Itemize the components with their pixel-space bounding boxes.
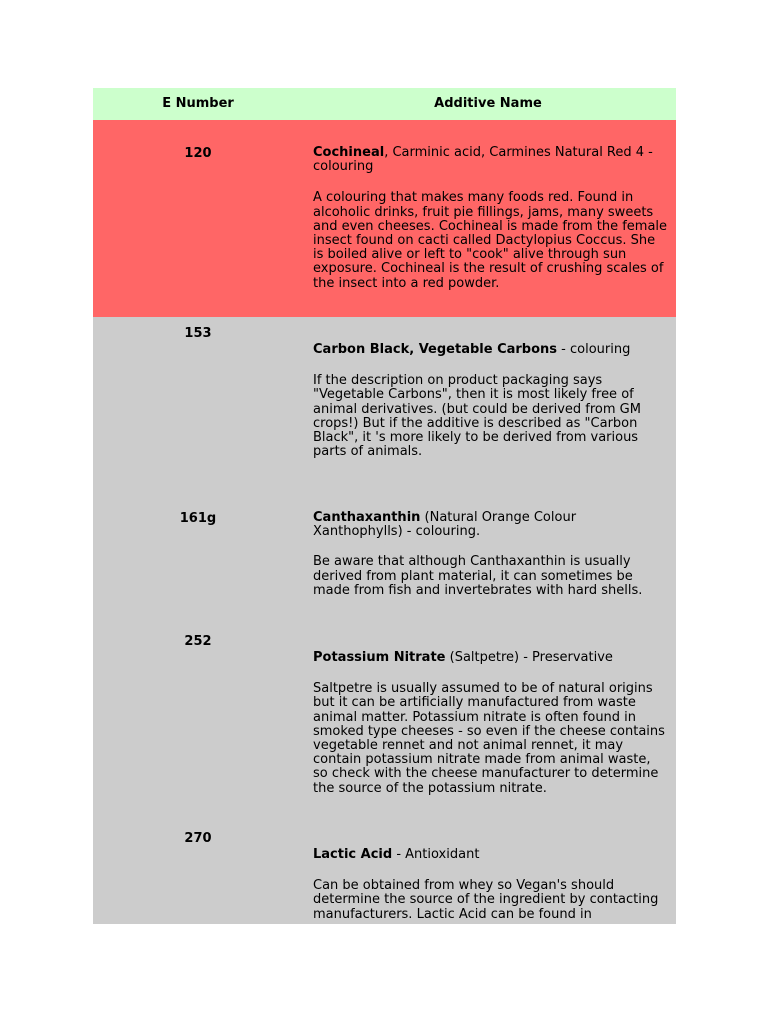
additive-description: If the description on product packaging says "Vegetable Carbons", then it is most likely free of animal derivatives. (but could be derived from GM crops!) But if the additive is described as "Carbon Black", it 's more likely to be derived from various parts of animals. xyxy=(313,373,641,460)
table-header xyxy=(93,88,676,120)
additive-name xyxy=(313,848,668,862)
additive-name-rest: (Saltpetre) - Preservative xyxy=(445,650,613,665)
additive-description: Can be obtained from whey so Vegan's should determine the source of the ingredient by contacting manufacturers. Lactic Acid can be found in xyxy=(313,878,659,922)
additive-description: A colouring that makes many foods red. Found in alcoholic drinks, fruit pie fillings, jams, many sweets and even cheeses. Cochineal is made from the female insect found on cacti called Dactylopius Coccus. She is boiled alive or left to "cook" alive through sun exposure. Cochineal is the result of crushing scales of the insect into a red powder. xyxy=(313,190,668,291)
additive-description: Be aware that although Canthaxanthin is usually derived from plant material, it can sometimes be made from fish and invertebrates with hard shells. xyxy=(313,554,643,598)
additive-name-rest: , Carminic acid, Carmines Natural Red 4 - colouring xyxy=(313,145,653,175)
table-row xyxy=(93,317,676,501)
additive-name-rest: (Natural Orange Colour Xanthophylls) - colouring. xyxy=(313,510,577,540)
additive-name-bold: Carbon Black, Vegetable Carbons xyxy=(313,342,558,357)
e-number: 120 xyxy=(184,146,212,161)
header-additive-name: Additive Name xyxy=(434,96,542,111)
additive-name-rest: - Antioxidant xyxy=(392,847,480,862)
e-number: 252 xyxy=(184,634,212,649)
header-e-number: E Number xyxy=(162,96,234,111)
additive-name xyxy=(313,651,668,665)
additive-name-rest: - colouring xyxy=(557,342,631,357)
additives-table xyxy=(93,88,676,924)
additive-cell xyxy=(313,343,668,459)
additive-name xyxy=(313,146,668,174)
additive-name xyxy=(313,343,668,357)
additive-name-bold: Lactic Acid xyxy=(313,847,393,862)
table-row xyxy=(93,821,676,924)
additive-cell xyxy=(313,511,668,598)
additive-name-bold: Potassium Nitrate xyxy=(313,650,446,665)
additive-cell xyxy=(313,848,668,922)
additive-cell xyxy=(313,651,668,796)
table-row xyxy=(93,120,676,317)
table-row xyxy=(93,625,676,821)
e-number: 270 xyxy=(184,831,212,846)
additive-cell xyxy=(313,146,668,291)
table-row xyxy=(93,501,676,625)
e-number: 161g xyxy=(179,511,217,526)
additive-name-bold: Cochineal xyxy=(313,145,385,160)
additive-name-bold: Canthaxanthin xyxy=(313,510,421,525)
additive-description: Saltpetre is usually assumed to be of natural origins but it can be artificially manufactured from waste animal matter. Potassium nitrate is often found in smoked type cheeses - so even if the cheese contains vegetable rennet and not animal rennet, it may contain potassium nitrate made from animal waste, so check with the cheese manufacturer to determine the source of the potassium nitrate. xyxy=(313,681,665,796)
e-number: 153 xyxy=(184,326,212,341)
additive-name xyxy=(313,511,668,539)
